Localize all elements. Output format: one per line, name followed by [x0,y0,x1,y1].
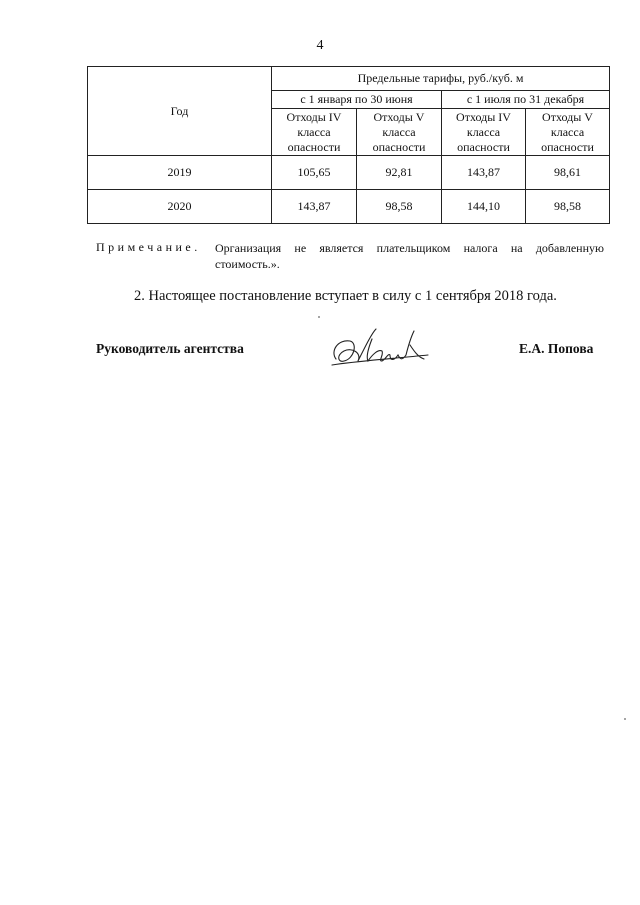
note-label: Примечание. [96,240,201,254]
table-row [88,190,610,224]
year-header: Год [88,67,272,156]
signatory-name: Е.А. Попова [519,341,594,356]
table-cell: 92,81 [357,156,442,190]
signatory-position: Руководитель агентства [96,341,244,356]
scan-speck [318,316,320,318]
table-cell: 98,61 [526,156,610,190]
table-row [88,156,610,190]
table-cell: 105,65 [272,156,357,190]
row-year: 2019 [88,156,272,190]
table-cell: 144,10 [442,190,526,224]
tariff-table [87,66,610,224]
period-header-1: с 1 января по 30 июня [272,91,442,109]
note-text: Организация не является плательщиком налога на добавленную стоимость.». [215,241,604,271]
handwritten-signature [328,325,432,373]
table-cell: 98,58 [357,190,442,224]
scan-speck [624,718,626,720]
period-header-2: с 1 июля по 31 декабря [442,91,610,109]
effective-date-paragraph: 2. Настоящее постановление вступает в силу с 1 сентября 2018 года. [134,288,557,304]
column-header-1: Отходы IV класса опасности [272,109,357,156]
table-cell: 98,58 [526,190,610,224]
page-number: 4 [316,38,324,53]
column-header-4: Отходы V класса опасности [526,109,610,156]
column-header-2: Отходы V класса опасности [357,109,442,156]
table-cell: 143,87 [442,156,526,190]
group-header: Предельные тарифы, руб./куб. м [272,67,610,91]
table-cell: 143,87 [272,190,357,224]
column-header-3: Отходы IV класса опасности [442,109,526,156]
row-year: 2020 [88,190,272,224]
